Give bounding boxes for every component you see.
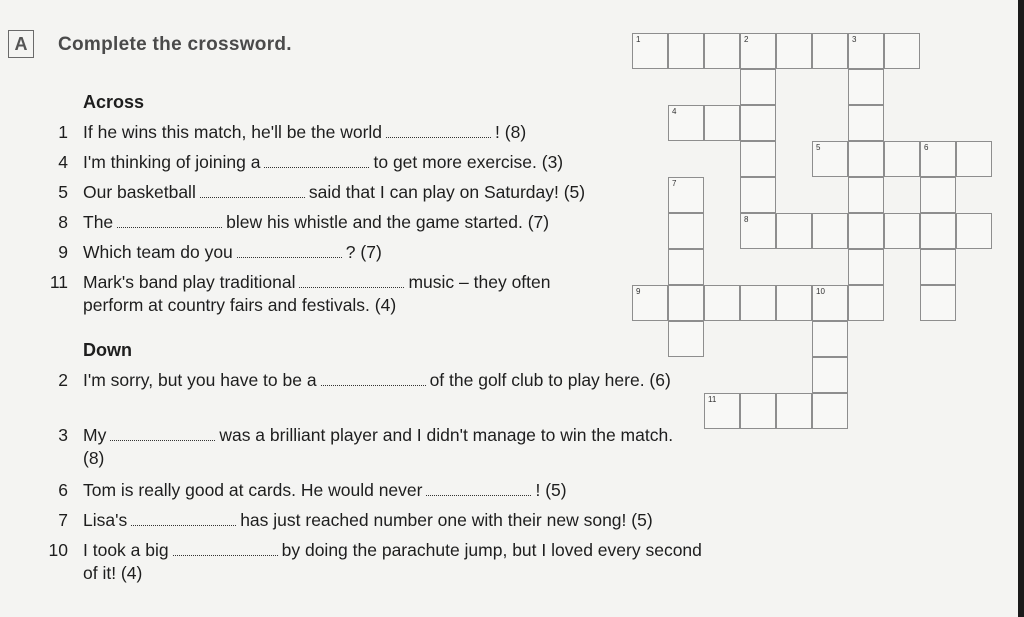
- crossword-cell[interactable]: [740, 69, 776, 105]
- crossword-cell[interactable]: [776, 213, 812, 249]
- answer-blank[interactable]: [426, 481, 531, 496]
- crossword-cell[interactable]: [848, 69, 884, 105]
- answer-blank[interactable]: [299, 273, 404, 288]
- clue-text: to get more exercise. (3): [373, 152, 564, 172]
- cell-number: 11: [708, 395, 717, 404]
- clue-text: said that I can play on Saturday! (5): [308, 182, 586, 202]
- crossword-cell[interactable]: [884, 33, 920, 69]
- cell-number: 5: [816, 143, 821, 152]
- crossword-cell[interactable]: [848, 249, 884, 285]
- crossword-cell[interactable]: [812, 393, 848, 429]
- crossword-cell[interactable]: [884, 141, 920, 177]
- crossword-cell[interactable]: [740, 393, 776, 429]
- crossword-cell[interactable]: [848, 285, 884, 321]
- crossword-cell[interactable]: [848, 105, 884, 141]
- clue-text: blew his whistle and the game started. (7): [226, 212, 550, 232]
- clue-across-5: [40, 181, 720, 204]
- crossword-cell[interactable]: [668, 321, 704, 357]
- clue-number: 6: [58, 480, 68, 500]
- answer-blank[interactable]: [321, 371, 426, 386]
- answer-blank[interactable]: [237, 243, 342, 258]
- clue-number: 2: [58, 370, 68, 390]
- cell-number: 10: [816, 287, 825, 296]
- instruction-text: Complete the crossword.: [58, 34, 292, 55]
- down-heading: Down: [83, 340, 132, 360]
- cell-number: 8: [744, 215, 749, 224]
- clue-text: has just reached number one with their new song! (5): [240, 510, 653, 530]
- crossword-cell[interactable]: [848, 141, 884, 177]
- clue-text: I'm thinking of joining a: [83, 152, 261, 172]
- cell-number: 7: [672, 179, 677, 188]
- clue-number: 11: [49, 272, 68, 292]
- page-edge: [1018, 0, 1024, 617]
- answer-blank[interactable]: [131, 511, 236, 526]
- crossword-cell[interactable]: [740, 105, 776, 141]
- clue-across-4: [40, 151, 720, 174]
- crossword-cell[interactable]: [704, 105, 740, 141]
- clue-text: Mark's band play traditional: [83, 272, 296, 292]
- crossword-cell[interactable]: [668, 105, 704, 141]
- crossword-cell[interactable]: [812, 33, 848, 69]
- clue-text: Which team do you: [83, 242, 233, 262]
- crossword-cell[interactable]: [920, 141, 956, 177]
- clue-text: The: [83, 212, 114, 232]
- clue-down-6: [40, 479, 720, 502]
- crossword-cell[interactable]: [740, 177, 776, 213]
- crossword-cell[interactable]: [956, 213, 992, 249]
- crossword-cell[interactable]: [956, 141, 992, 177]
- crossword-cell[interactable]: [776, 33, 812, 69]
- cell-number: 1: [636, 35, 641, 44]
- crossword-cell[interactable]: [668, 285, 704, 321]
- clue-across-9: [40, 241, 720, 264]
- clue-text: music – they often perform at country fairs and festivals. (4): [83, 272, 551, 315]
- answer-blank[interactable]: [110, 426, 215, 441]
- clue-text: ? (7): [345, 242, 382, 262]
- clue-down-10: [40, 539, 720, 585]
- crossword-cell[interactable]: [920, 213, 956, 249]
- clue-down-7: [40, 509, 720, 532]
- answer-blank[interactable]: [200, 183, 305, 198]
- crossword-cell[interactable]: [848, 33, 884, 69]
- clue-number: 4: [58, 152, 68, 172]
- crossword-cell[interactable]: [812, 357, 848, 393]
- crossword-cell[interactable]: [920, 177, 956, 213]
- cell-number: 6: [924, 143, 929, 152]
- crossword-cell[interactable]: [848, 213, 884, 249]
- answer-blank[interactable]: [173, 541, 278, 556]
- across-heading: Across: [83, 92, 145, 112]
- clue-number: 9: [58, 242, 68, 262]
- crossword-cell[interactable]: [704, 285, 740, 321]
- crossword-cell[interactable]: [668, 177, 704, 213]
- answer-blank[interactable]: [386, 123, 491, 138]
- crossword-cell[interactable]: [812, 285, 848, 321]
- clue-text: My: [83, 425, 107, 445]
- crossword-cell[interactable]: [920, 285, 956, 321]
- crossword-cell[interactable]: [668, 33, 704, 69]
- crossword-cell[interactable]: [740, 33, 776, 69]
- cell-number: 3: [852, 35, 857, 44]
- clue-across-11: [40, 271, 640, 317]
- clue-down-3: [40, 424, 720, 470]
- clue-across-8: [40, 211, 720, 234]
- crossword-cell[interactable]: [812, 141, 848, 177]
- clue-number: 5: [58, 182, 68, 202]
- crossword-cell[interactable]: [704, 393, 740, 429]
- crossword-cell[interactable]: [704, 33, 740, 69]
- clue-text: If he wins this match, he'll be the world: [83, 122, 383, 142]
- crossword-cell[interactable]: [740, 141, 776, 177]
- crossword-cell[interactable]: [776, 393, 812, 429]
- crossword-cell[interactable]: [812, 321, 848, 357]
- crossword-cell[interactable]: [776, 285, 812, 321]
- crossword-cell[interactable]: [740, 285, 776, 321]
- crossword-cell[interactable]: [848, 177, 884, 213]
- clue-text: Our basketball: [83, 182, 196, 202]
- answer-blank[interactable]: [264, 153, 369, 168]
- cell-number: 4: [672, 107, 677, 116]
- clue-number: 7: [58, 510, 68, 530]
- clue-text: was a brilliant player and I didn't manage to win the match. (8): [83, 425, 674, 468]
- crossword-cell[interactable]: [632, 285, 668, 321]
- clue-text: I took a big: [83, 540, 169, 560]
- clue-text: Tom is really good at cards. He would never: [83, 480, 423, 500]
- crossword-cell[interactable]: [632, 33, 668, 69]
- clue-number: 3: [58, 425, 68, 445]
- crossword-cell[interactable]: [812, 213, 848, 249]
- clue-across-1: [40, 121, 720, 144]
- clue-number: 10: [48, 540, 68, 560]
- cell-number: 2: [744, 35, 749, 44]
- clue-number: 8: [58, 212, 68, 232]
- cell-number: 9: [636, 287, 641, 296]
- clue-number: 1: [58, 122, 68, 142]
- clue-text: by doing the parachute jump, but I loved every second of it! (4): [83, 540, 702, 583]
- crossword-cell[interactable]: [740, 213, 776, 249]
- crossword-cell[interactable]: [884, 213, 920, 249]
- crossword-cell[interactable]: [668, 213, 704, 249]
- clue-text: ! (5): [535, 480, 567, 500]
- clue-text: I'm sorry, but you have to be a: [83, 370, 317, 390]
- clue-text: of the golf club to play here. (6): [429, 370, 671, 390]
- crossword-cell[interactable]: [920, 249, 956, 285]
- section-label: A: [8, 30, 34, 58]
- clue-text: Lisa's: [83, 510, 128, 530]
- clue-text: ! (8): [495, 122, 527, 142]
- clue-down-2: [40, 369, 720, 392]
- crossword-cell[interactable]: [668, 249, 704, 285]
- answer-blank[interactable]: [117, 213, 222, 228]
